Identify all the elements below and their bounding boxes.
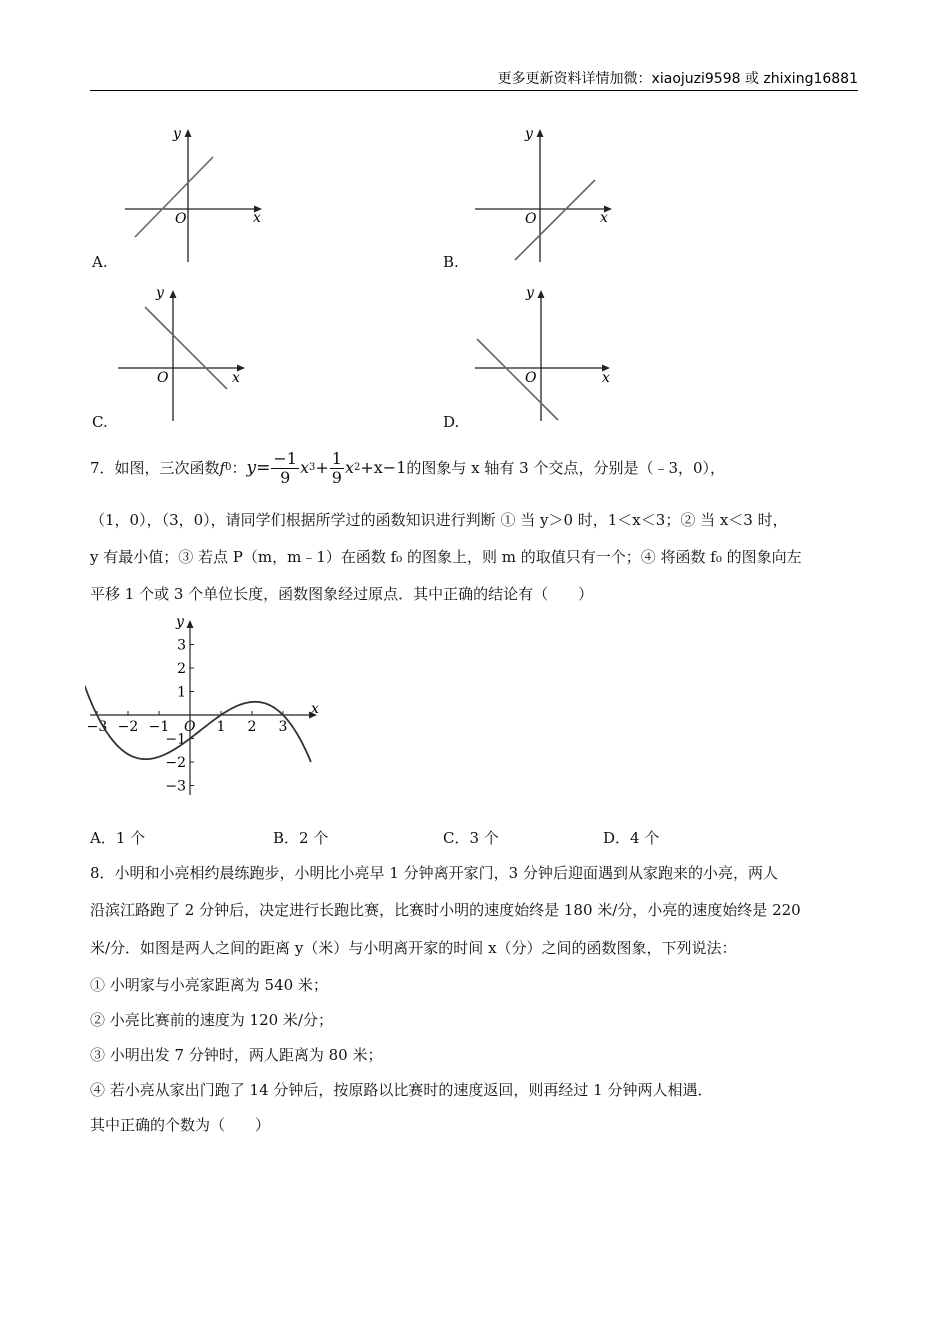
fraction-2-num: 1 [331,448,342,468]
y-axis-arrow [537,129,544,137]
page-header [90,64,858,91]
q7-fsub: 0 [225,462,232,473]
origin-label: O [525,211,537,227]
q7-eq-sup2: 2 [353,462,361,473]
q7-fname: f [219,459,226,477]
chart-ticks [87,638,288,795]
q8-item-1: ① 小明家与小亮家距离为 540 米； [90,976,328,994]
q7-option-a: A．1 个 [90,829,146,847]
option-a-graph [115,120,275,270]
q7-eq-x3: x [299,458,309,477]
y-tick-label: 1 [177,684,186,701]
q8-line-2: 沿滨江路跑了 2 分钟后，决定进行长跑比赛，比赛时小明的速度始终是 180 米/分，小亮的速度始终是 220 [90,901,801,919]
option-b-label: B. [443,253,459,271]
option-c-graph [110,285,270,430]
y-label: y [156,285,164,301]
origin-label: O [175,211,187,227]
y-tick-label: −3 [165,778,186,795]
q7-eq-eq: = [256,458,271,478]
fraction-1-num: −1 [273,448,297,468]
y-axis-arrow [538,290,545,298]
q7-cubic-chart [85,610,335,805]
y-label: y [526,285,534,301]
chart-axes [90,614,319,795]
x-tick-label: 3 [278,719,288,735]
q7-intro: 7．如图，三次函数 [90,459,220,477]
origin-label: O [184,719,196,735]
x-label: x [232,370,240,386]
x-tick-label: −3 [86,719,108,735]
option-a-label: A. [92,253,108,271]
function-line [477,339,558,420]
fraction-2 [330,450,344,487]
option-c-label: C. [92,413,108,431]
fraction-2-den: 9 [331,467,342,487]
x-label: x [600,210,608,226]
q7-option-c: C．3 个 [443,829,499,847]
q7-eq-rest: +x−1 [360,458,407,477]
option-d-label: D. [443,413,460,431]
y-label: y [525,126,533,142]
fraction-1 [271,450,299,487]
q8-question: 其中正确的个数为（ ） [90,1116,271,1134]
origin-label: O [157,370,169,386]
q7-option-b: B．2 个 [273,829,329,847]
q8-item-3: ③ 小明出发 7 分钟时，两人距离为 80 米； [90,1046,383,1064]
y-tick-label: 3 [177,637,186,654]
x-tick-label: −2 [117,719,139,735]
x-label: x [602,370,610,386]
q7-line-3: y 有最小值；③ 若点 P（m，m﹣1）在函数 f₀ 的图象上，则 m 的取值只有一个；④ 将函数 f₀ 的图象向左 [90,548,802,566]
q7-line-2: （1，0），（3，0），请同学们根据所学过的函数知识进行判断 ① 当 y＞0 时，1＜x＜3；② 当 x＜3 时， [90,511,788,529]
q7-line-1 [90,448,725,488]
q7-eq-x2: x [344,458,354,477]
q8-line-3: 米/分．如图是两人之间的距离 y（米）与小明离开家的时间 x（分）之间的函数图象，下列说法： [90,939,737,957]
fraction-1-den: 9 [280,467,291,487]
q7-line1-tail: 的图象与 x 轴有 3 个交点，分别是（﹣3，0）， [406,459,726,477]
y-axis-arrow [187,620,194,628]
x-tick-label: 2 [247,719,257,735]
y-axis-label: y [176,614,184,630]
y-axis-arrow [185,129,192,137]
x-axis-label: x [311,701,319,717]
x-label: x [253,210,261,226]
q7-eq-y: y [246,458,257,478]
q8-line-1: 8．小明和小亮相约晨练跑步，小明比小亮早 1 分钟离开家门，3 分钟后迎面遇到从家跑来的小亮，两人 [90,864,778,882]
function-line [135,157,213,237]
q8-item-4: ④ 若小亮从家出门跑了 14 分钟后，按原路以比赛时的速度返回，则再经过 1 分钟两人相遇． [90,1081,713,1099]
q7-option-d: D．4 个 [603,829,660,847]
x-tick-label: −1 [148,719,170,735]
y-axis-arrow [170,290,177,298]
x-tick-label: 1 [216,719,226,735]
y-label: y [173,126,181,142]
y-tick-label: −2 [165,755,186,771]
y-tick-label: −1 [165,731,186,748]
q7-eq-sup3: 3 [308,462,316,473]
q8-item-2: ② 小亮比赛前的速度为 120 米/分； [90,1011,333,1029]
y-tick-label: 2 [177,661,186,677]
q7-eq-plus1: + [315,458,329,477]
q7-colon: ： [231,459,247,477]
option-b-graph [465,120,625,270]
option-d-graph [465,285,625,430]
origin-label: O [525,370,537,386]
header-text: 更多更新资料详情加微：xiaojuzi9598 或 zhixing16881 [497,71,858,87]
q7-line-4: 平移 1 个或 3 个单位长度，函数图象经过原点．其中正确的结论有（ ） [90,585,594,603]
